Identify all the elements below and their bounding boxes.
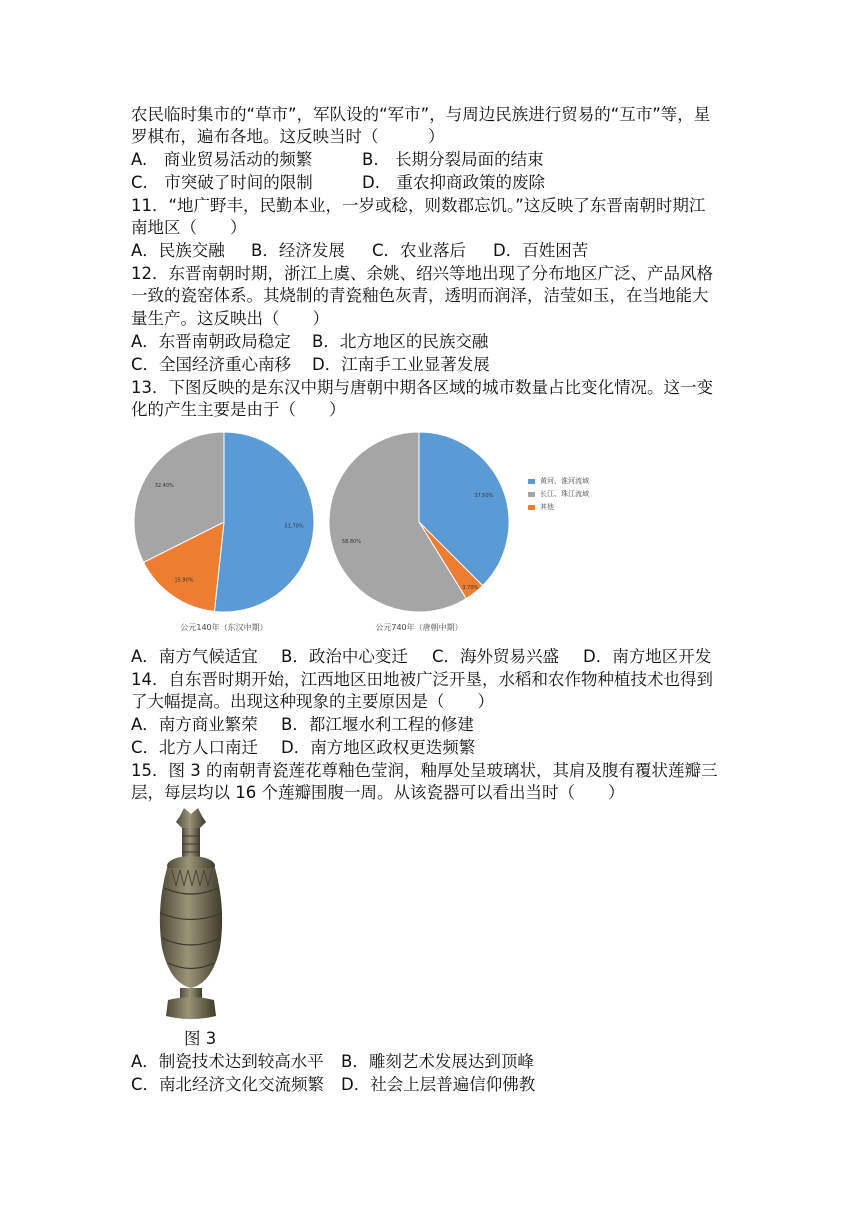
q10-stem-line1: 农民临时集市的“草市”，军队设的“军市”，与周边民族进行贸易的“互市”等，星	[131, 105, 711, 124]
pie-charts-svg	[130, 425, 610, 640]
q13-option-d: D．南方地区开发	[583, 647, 712, 666]
q14-option-b: B．都江堰水利工程的修建	[281, 715, 474, 734]
q15-option-d: D．社会上层普遍信仰佛教	[341, 1075, 536, 1094]
legend-label: 其他	[540, 503, 554, 511]
q15-stem-line1: 15．图 3 的南朝青瓷莲花尊釉色莹润，釉厚处呈玻璃状，其肩及腹有覆状莲瓣三	[131, 761, 718, 780]
q10-option-b: B. 长期分裂局面的结束	[362, 150, 544, 169]
q10-option-a: A. 商业贸易活动的频繁	[131, 150, 313, 169]
q14-option-a: A．南方商业繁荣	[131, 715, 258, 734]
q14-option-c: C．北方人口南迁	[131, 738, 259, 757]
legend-label: 长江、珠江流域	[540, 490, 589, 498]
q10-option-d: D. 重农抑商政策的废除	[362, 173, 545, 192]
q11-option-c: C．农业落后	[372, 241, 467, 260]
q15-option-a: A．制瓷技术达到较高水平	[131, 1052, 324, 1071]
q11-option-a: A．民族交融	[131, 241, 225, 260]
q14-stem-line1: 14．自东晋时期开始，江西地区田地被广泛开垦，水稻和农作物种植技术也得到	[131, 670, 713, 689]
q13-option-b: B．政治中心变迁	[281, 647, 408, 666]
q12-stem-line1: 12．东晋南朝时期，浙江上虞、余姚、绍兴等地出现了分布地区广泛、产品风格	[131, 264, 713, 283]
pie-title: 公元140年（东汉中期）	[180, 623, 268, 632]
pie-slice	[214, 432, 314, 612]
legend-swatch-blue	[528, 479, 535, 484]
pie-data-label: 32.40%	[154, 483, 174, 490]
pie-data-label: 51.70%	[284, 523, 304, 530]
q15-stem-line2: 层，每层均以 16 个莲瓣围腹一周。从该瓷器可以看出当时（ ）	[131, 783, 625, 802]
legend-label: 黄河、淮河流域	[540, 477, 589, 485]
pie-data-label: 58.80%	[341, 539, 362, 546]
q10-option-c: C. 市突破了时间的限制	[131, 173, 313, 192]
pie-data-label: 15.90%	[174, 577, 194, 584]
q14-stem-line2: 了大幅提高。出现这种现象的主要原因是（ ）	[131, 692, 494, 711]
q10-stem-line2: 罗棋布，遍布各地。这反映当时（ ）	[131, 127, 445, 146]
q13-option-a: A．南方气候适宜	[131, 647, 258, 666]
chart-legend	[528, 475, 589, 514]
lotus-vase-drawing	[150, 808, 232, 1023]
legend-item-yangtze-pearl	[528, 488, 589, 501]
q15-option-b: B．雕刻艺术发展达到顶峰	[341, 1052, 534, 1071]
q12-option-c: C．全国经济重心南移	[131, 355, 292, 374]
q13-stem-line2: 化的产生主要是由于（ ）	[131, 400, 346, 419]
pie-charts-figure	[130, 425, 610, 640]
q12-option-b: B．北方地区的民族交融	[312, 332, 489, 351]
q11-stem-line1: 11．“地广野丰，民勤本业，一岁或稔，则数郡忘饥。”这反映了东晋南朝时期江	[131, 196, 706, 215]
q12-stem-line2: 一致的瓷窑体系。其烧制的青瓷釉色灰青，透明而润泽，洁莹如玉，在当地能大	[131, 286, 709, 305]
figure-caption: 图 3	[184, 1029, 217, 1048]
q13-option-c: C．海外贸易兴盛	[432, 647, 560, 666]
legend-item-yellow-huai	[528, 475, 589, 488]
q11-stem-line2: 南地区（ ）	[131, 218, 247, 237]
q12-option-a: A．东晋南朝政局稳定	[131, 332, 291, 351]
legend-item-other	[528, 501, 589, 514]
legend-swatch-gray	[528, 492, 535, 497]
legend-swatch-orange	[528, 505, 535, 510]
q14-option-d: D．南方地区政权更迭频繁	[281, 738, 476, 757]
lotus-vase-image	[150, 808, 232, 1023]
q12-stem-line3: 量生产。这反映出（ ）	[131, 309, 329, 328]
pie-title: 公元740年（唐朝中期）	[375, 623, 463, 632]
q11-option-d: D．百姓困苦	[493, 241, 589, 260]
q12-option-d: D．江南手工业显著发展	[312, 355, 490, 374]
q13-stem-line1: 13．下图反映的是东汉中期与唐朝中期各区域的城市数量占比变化情况。这一变	[131, 378, 713, 397]
pie-data-label: 37.50%	[474, 493, 494, 500]
q15-option-c: C．南北经济文化交流频繁	[131, 1075, 325, 1094]
q11-option-b: B．经济发展	[251, 241, 345, 260]
pie-data-label: 3.70%	[462, 584, 479, 591]
